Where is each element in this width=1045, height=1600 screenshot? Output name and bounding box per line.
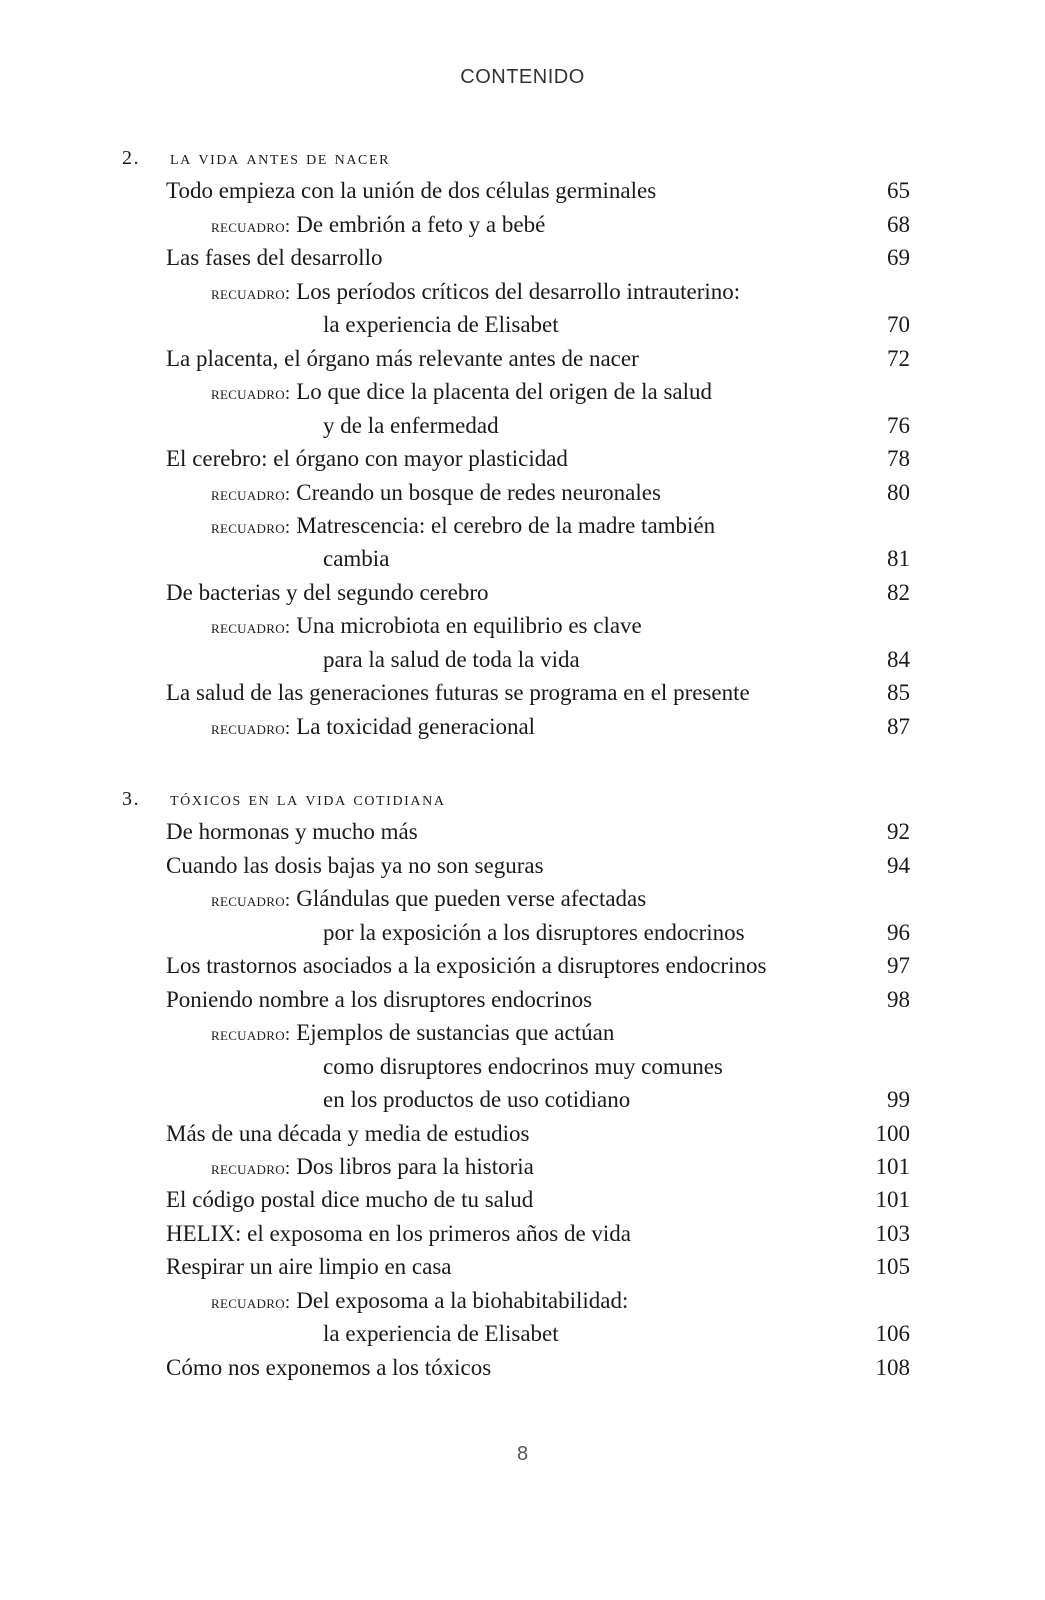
- chapter-heading: [122, 782, 446, 816]
- chapter-title: tóxicos en la vida cotidiana: [170, 788, 446, 810]
- entry-title-line: Cuando las dosis bajas ya no son seguras: [166, 852, 544, 878]
- entry-title-line: Todo empieza con la unión de dos células germinales: [166, 178, 657, 204]
- running-header: CONTENIDO: [460, 66, 585, 88]
- entry-title-line: De hormonas y mucho más: [166, 819, 418, 845]
- recuadro-label: recuadro:: [211, 383, 291, 405]
- entry-title-line: la experiencia de Elisabet: [323, 312, 559, 338]
- entry-page-number: 80: [887, 479, 910, 505]
- entry-page-number: 84: [887, 646, 910, 672]
- entry-title-line: Cómo nos exponemos a los tóxicos: [166, 1354, 492, 1380]
- recuadro-label: recuadro:: [211, 890, 291, 912]
- entry-title-line: Del exposoma a la biohabitabilidad:: [296, 1287, 629, 1313]
- entry-title-line: para la salud de toda la vida: [323, 646, 580, 672]
- entry-title-line: Respirar un aire limpio en casa: [166, 1254, 452, 1280]
- entry-title-line: cambia: [323, 546, 390, 572]
- entry-title-line: Los trastornos asociados a la exposición a disruptores endocrinos: [166, 953, 767, 979]
- entry-page-number: 97: [887, 953, 910, 979]
- entry-title-line: De bacterias y del segundo cerebro: [166, 579, 489, 605]
- recuadro-label: recuadro:: [211, 516, 291, 538]
- recuadro-label: recuadro:: [211, 483, 291, 505]
- recuadro-label: recuadro:: [211, 1157, 291, 1179]
- entry-page-number: 65: [887, 178, 910, 204]
- entry-title-line: como disruptores endocrinos muy comunes: [323, 1053, 723, 1079]
- entry-page-number: 82: [887, 579, 910, 605]
- recuadro-label: recuadro:: [211, 617, 291, 639]
- entry-page-number: 87: [887, 713, 910, 739]
- entry-title-line: Ejemplos de sustancias que actúan: [296, 1020, 615, 1046]
- entry-title-line: Los períodos críticos del desarrollo intrauterino:: [296, 278, 741, 304]
- entry-title-line: Matrescencia: el cerebro de la madre también: [296, 512, 716, 538]
- entry-page-number: 68: [887, 211, 910, 237]
- entry-page-number: 81: [887, 546, 910, 572]
- recuadro-label: recuadro:: [211, 282, 291, 304]
- entry-title-line: De embrión a feto y a bebé: [296, 211, 546, 237]
- entry-title-line: Las fases del desarrollo: [166, 245, 383, 271]
- entry-page-number: 96: [887, 919, 910, 945]
- entry-title-line: Lo que dice la placenta del origen de la salud: [296, 379, 712, 405]
- recuadro-label: recuadro:: [211, 1291, 291, 1313]
- entry-title-line: Dos libros para la historia: [296, 1153, 534, 1179]
- entry-title-line: La salud de las generaciones futuras se programa en el presente: [166, 680, 750, 706]
- entry-title-line: Poniendo nombre a los disruptores endocrinos: [166, 986, 593, 1012]
- entry-title-line: Una microbiota en equilibrio es clave: [296, 613, 642, 639]
- page-number: 8: [516, 1443, 529, 1465]
- entry-page-number: 72: [887, 345, 910, 371]
- entry-page-number: 76: [887, 412, 910, 438]
- entry-title-line: y de la enfermedad: [323, 412, 499, 438]
- entry-page-number: 70: [887, 312, 910, 338]
- entry-page-number: 100: [875, 1120, 910, 1146]
- entry-page-number: 85: [887, 680, 910, 706]
- chapter-number: 3.: [122, 788, 141, 810]
- entry-title-line: El cerebro: el órgano con mayor plasticidad: [166, 446, 568, 472]
- entry-page-number: 69: [887, 245, 910, 271]
- entry-title-line: Más de una década y media de estudios: [166, 1120, 530, 1146]
- recuadro-label: recuadro:: [211, 717, 291, 739]
- entry-page-number: 99: [887, 1087, 910, 1113]
- entry-page-number: 105: [875, 1254, 910, 1280]
- entry-page-number: 98: [887, 986, 910, 1012]
- entry-title-line: El código postal dice mucho de tu salud: [166, 1187, 534, 1213]
- chapter-number: 2.: [122, 147, 141, 169]
- entry-page-number: 101: [875, 1187, 910, 1213]
- entry-title-line: HELIX: el exposoma en los primeros años de vida: [166, 1220, 631, 1246]
- chapter-title: la vida antes de nacer: [170, 147, 391, 169]
- entry-title-line: La toxicidad generacional: [296, 713, 536, 739]
- entry-title-line: la experiencia de Elisabet: [323, 1321, 559, 1347]
- entry-title-line: Creando un bosque de redes neuronales: [296, 479, 661, 505]
- recuadro-label: recuadro:: [211, 1024, 291, 1046]
- entry-page-number: 94: [887, 852, 910, 878]
- entry-page-number: 108: [875, 1354, 910, 1380]
- recuadro-label: recuadro:: [211, 215, 291, 237]
- entry-page-number: 106: [875, 1321, 910, 1347]
- entry-title-line: Glándulas que pueden verse afectadas: [296, 886, 647, 912]
- entry-title-line: por la exposición a los disruptores endocrinos: [323, 919, 745, 945]
- chapter-heading: [122, 141, 390, 175]
- entry-title-line: en los productos de uso cotidiano: [323, 1087, 631, 1113]
- entry-page-number: 101: [875, 1153, 910, 1179]
- entry-page-number: 92: [887, 819, 910, 845]
- entry-page-number: 103: [875, 1220, 910, 1246]
- entry-title-line: La placenta, el órgano más relevante antes de nacer: [166, 345, 639, 371]
- entry-page-number: 78: [887, 446, 910, 472]
